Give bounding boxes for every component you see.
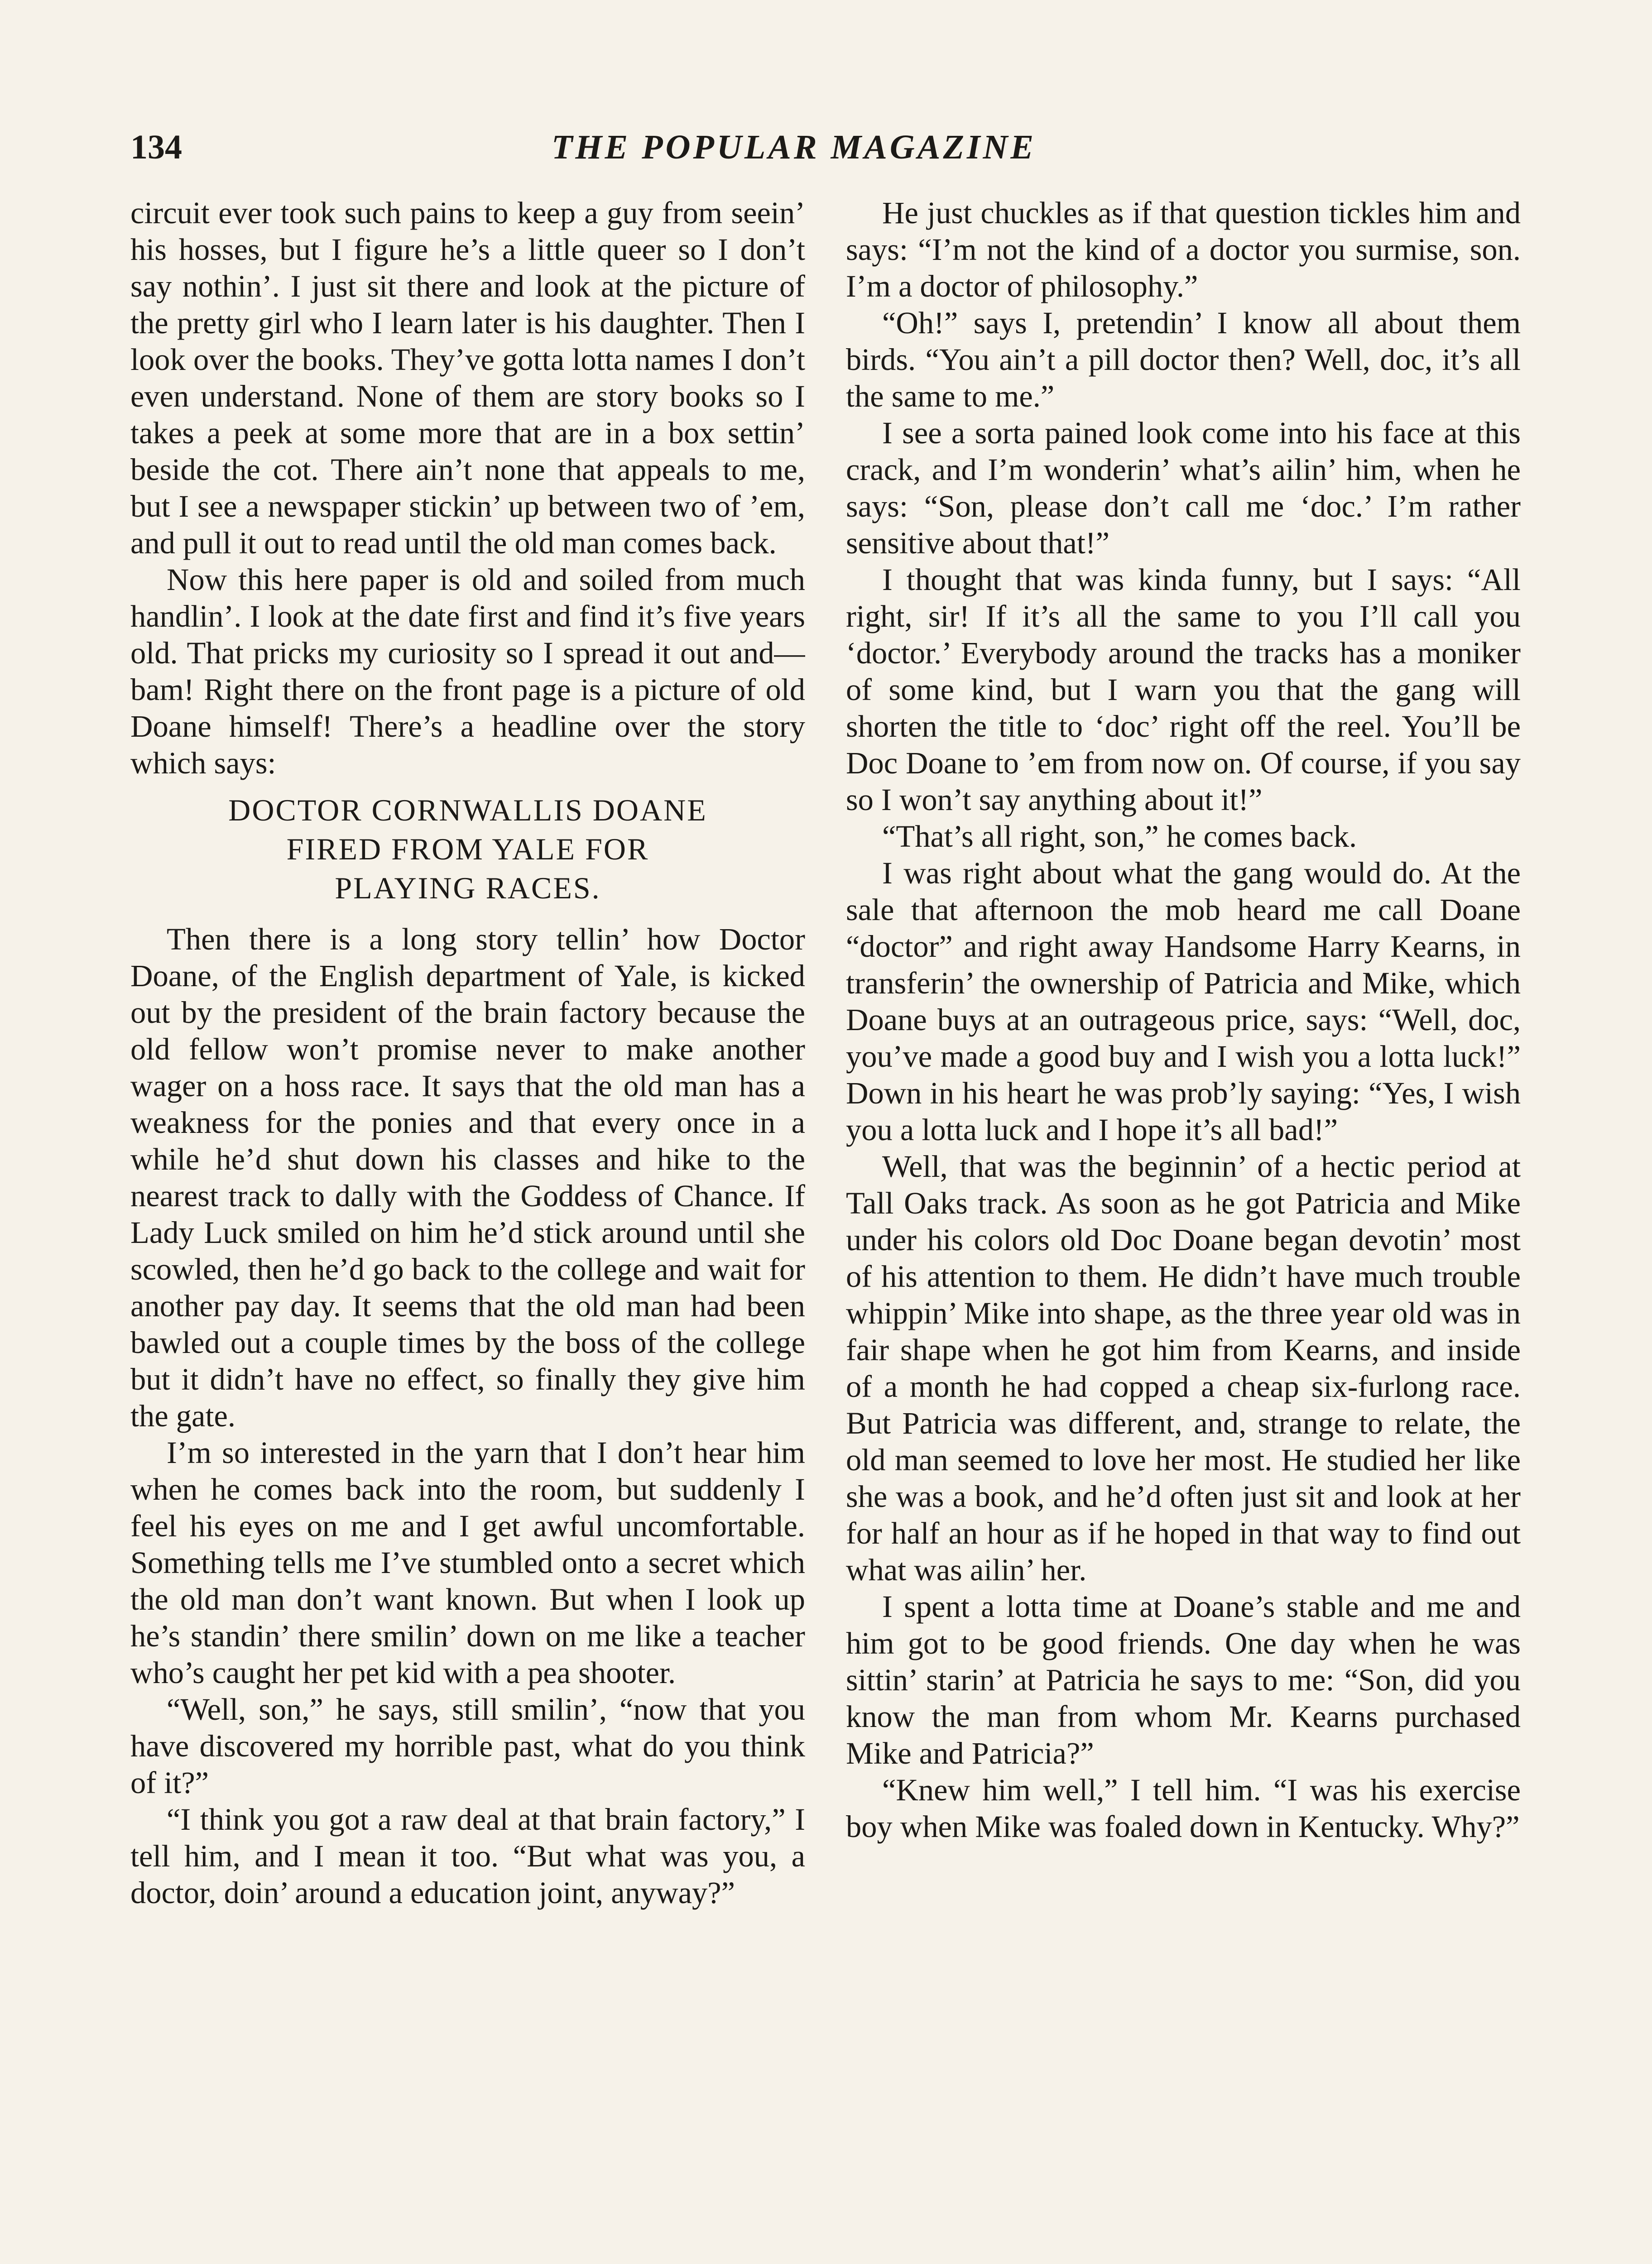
paragraph: He just chuckles as if that question tickles him and says: “I’m not the kind of a doctor you surmise, son. I’m a doctor of philosophy.” bbox=[846, 196, 1521, 303]
paragraph: I was right about what the gang would do. At the sale that afternoon the mob heard me call Doane “doctor” and right away Handsome Harry Kearns, in transferin’ the ownership of Patricia and Mike, which Doane buys at an outrageous price, says: “Well, doc, you’ve made a good buy and I wish you a lotta luck!” Down in his heart he was prob’ly saying: “Yes, I wish you a lotta luck and I hope it’s all bad!” bbox=[846, 856, 1521, 1147]
page-header bbox=[130, 122, 1522, 172]
paragraph: Then there is a long story tellin’ how Doctor Doane, of the English department of Yale, is kicked out by the president of the brain factory because the old fellow won’t promise never to make another wager on a hoss race. It says that the old man has a weakness for the ponies and that every once in a while he’d shut down his classes and hike to the nearest track to dally with the Goddess of Chance. If Lady Luck smiled on him he’d stick around until she scowled, then he’d go back to the college and wait for another pay day. It seems that the old man had been bawled out a couple times by the boss of the college but it didn’t have no effect, so finally they give him the gate. bbox=[130, 922, 805, 1433]
paragraph: I’m so interested in the yarn that I don’t hear him when he comes back into the room, but suddenly I feel his eyes on me and I get awful uncomfortable. Something tells me I’ve stumbled onto a secret which the old man don’t want known. But when I look up he’s standin’ there smilin’ down on me like a teacher who’s caught her pet kid with a pea shooter. bbox=[130, 1435, 805, 1690]
paragraph: “I think you got a raw deal at that brain factory,” I tell him, and I mean it too. “But what was you, a doctor, doin’ around a education joint, anyway?” bbox=[130, 1802, 805, 1910]
paragraph: “Well, son,” he says, still smilin’, “now that you have discovered my horrible past, what do you think of it?” bbox=[130, 1692, 805, 1800]
paragraph: “Knew him well,” I tell him. “I was his exercise boy when Mike was foaled down in Kentucky. Why?” bbox=[846, 1773, 1521, 1844]
paragraph: Now this here paper is old and soiled from much handlin’. I look at the date first and find it’s five years old. That pricks my curiosity so I spread it out and—bam! Right there on the front page is a picture of old Doane himself! There’s a headline over the story which says: bbox=[130, 562, 805, 780]
headline-line: FIRED FROM YALE FOR bbox=[286, 832, 649, 866]
page-number: 134 bbox=[130, 128, 182, 166]
newspaper-headline bbox=[130, 791, 805, 907]
paragraph: I see a sorta pained look come into his face at this crack, and I’m wonderin’ what’s ailin’ him, when he says: “Son, please don’t call me ‘doc.’ I’m rather sensitive about that!” bbox=[846, 416, 1521, 560]
right-column bbox=[846, 195, 1521, 2264]
paragraph: “Oh!” says I, pretendin’ I know all about them birds. “You ain’t a pill doctor then? Well, doc, it’s all the same to me.” bbox=[846, 306, 1521, 413]
left-column bbox=[130, 195, 805, 2264]
headline-line: PLAYING RACES. bbox=[335, 871, 601, 905]
paragraph: I thought that was kinda funny, but I says: “All right, sir! If it’s all the same to you I’ll call you ‘doctor.’ Everybody around the tracks has a moniker of some kind, but I warn you that the gang will shorten the title to ‘doc’ right off the reel. You’ll be Doc Doane to ’em from now on. Of course, if you say so I won’t say anything about it!” bbox=[846, 562, 1521, 817]
paragraph: “That’s all right, son,” he comes back. bbox=[882, 819, 1357, 854]
paragraph: I spent a lotta time at Doane’s stable and me and him got to be good friends. One day when he was sittin’ starin’ at Patricia he says to me: “Son, did you know the man from whom Mr. Kearns purchased Mike and Patricia?” bbox=[846, 1589, 1521, 1770]
paragraph: circuit ever took such pains to keep a guy from seein’ his hosses, but I figure he’s a little queer so I don’t say nothin’. I just sit there and look at the picture of the pretty girl who I learn later is his daughter. Then I look over the books. They’ve gotta lotta names I don’t even understand. None of them are story books so I takes a peek at some more that are in a box settin’ beside the cot. There ain’t none that appeals to me, but I see a newspaper stickin’ up between two of ’em, and pull it out to read until the old man comes back. bbox=[130, 196, 805, 560]
magazine-title: THE POPULAR MAGAZINE bbox=[552, 128, 1037, 166]
paragraph: Well, that was the beginnin’ of a hectic period at Tall Oaks track. As soon as he got Patricia and Mike under his colors old Doc Doane began devotin’ most of his attention to them. He didn’t have much trouble whippin’ Mike into shape, as the three year old was in fair shape when he got him from Kearns, and inside of a month he had copped a cheap six-furlong race. But Patricia was different, and, strange to relate, the old man seemed to love her most. He studied her like she was a book, and he’d often just sit and look at her for half an hour as if he hoped in that way to find out what was ailin’ her. bbox=[846, 1149, 1521, 1587]
headline-line: DOCTOR CORNWALLIS DOANE bbox=[228, 793, 707, 827]
